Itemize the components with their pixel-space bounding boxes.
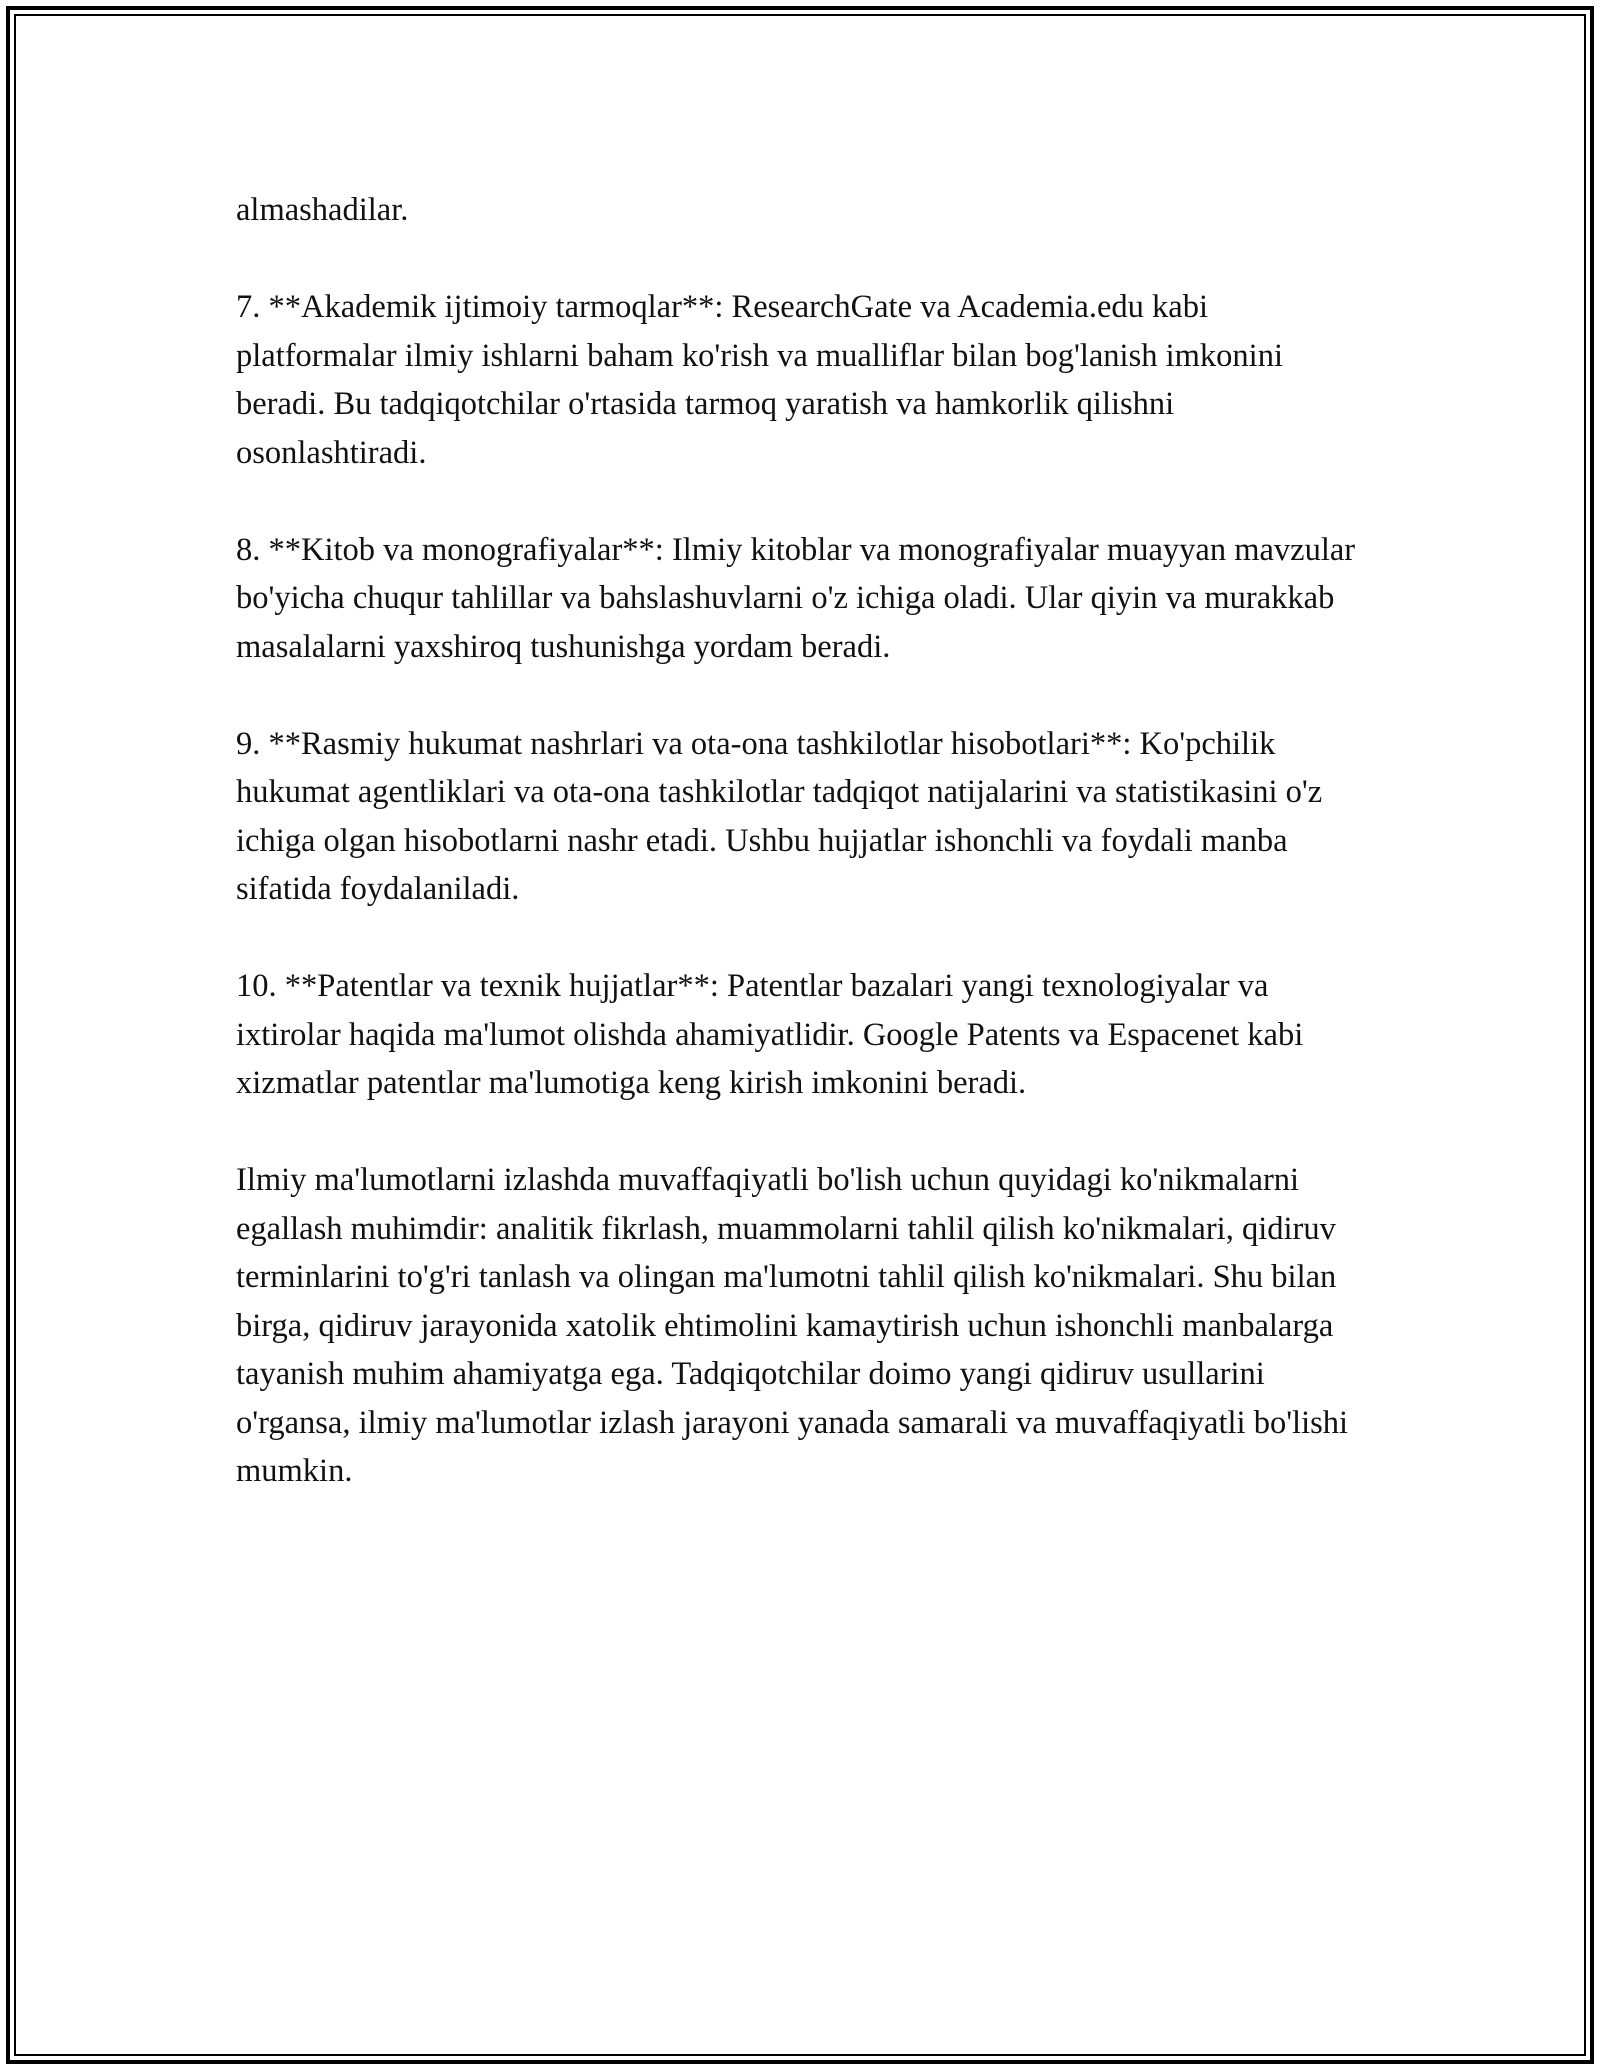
paragraph-item-9-government-publications: 9. **Rasmiy hukumat nashrlari va ota-ona tashkilotlar hisobotlari**: Ko'pchilik hukumat agentliklari va ota-ona tashkilotlar tadqiqot natijalarini va statistikasini o'z ichiga olgan hisobotlarni nashr etadi. Ushbu hujjatlar ishonchli va foydali manba sifatida foydalaniladi. <box>236 725 1323 907</box>
paragraph-conclusion: Ilmiy ma'lumotlarni izlashda muvaffaqiyatli bo'lish uchun quyidagi ko'nikmalarni egallash muhimdir: analitik fikrlash, muammolarni tahlil qilish ko'nikmalari, qidiruv terminlarini to'g'ri tanlash va olingan ma'lumotni tahlil qilish ko'nikmalari. Shu bilan birga, qidiruv jarayonida xatolik ehtimolini kamaytirish uchun ishonchli manbalarga tayanish muhim ahamiyatga ega. Tadqiqotchilar doimo yangi qidiruv usullarini o'rgansa, ilmiy ma'lumotlar izlash jarayoni yanada samarali va muvaffaqiyatli bo'lishi mumkin. <box>236 1162 1349 1489</box>
document-body <box>236 186 1366 1496</box>
paragraph-continuation: almashadilar. <box>236 192 409 228</box>
paragraph-item-8-books-monographs: 8. **Kitob va monografiyalar**: Ilmiy kitoblar va monografiyalar muayyan mavzular bo'yicha chuqur tahlillar va bahslashuvlarni o'z ichiga oladi. Ular qiyin va murakkab masalalarni yaxshiroq tushunishga yordam beradi. <box>236 531 1356 665</box>
paragraph-item-10-patents: 10. **Patentlar va texnik hujjatlar**: Patentlar bazalari yangi texnologiyalar va ixtirolar haqida ma'lumot olishda ahamiyatlidir. Google Patents va Espacenet kabi xizmatlar patentlar ma'lumotiga keng kirish imkonini beradi. <box>236 968 1304 1101</box>
paragraph-item-7-academic-social-networks: 7. **Akademik ijtimoiy tarmoqlar**: ResearchGate va Academia.edu kabi platformalar ilmiy ishlarni baham ko'rish va mualliflar bilan bog'lanish imkonini beradi. Bu tadqiqotchilar o'rtasida tarmoq yaratish va hamkorlik qilishni osonlashtiradi. <box>236 289 1283 471</box>
